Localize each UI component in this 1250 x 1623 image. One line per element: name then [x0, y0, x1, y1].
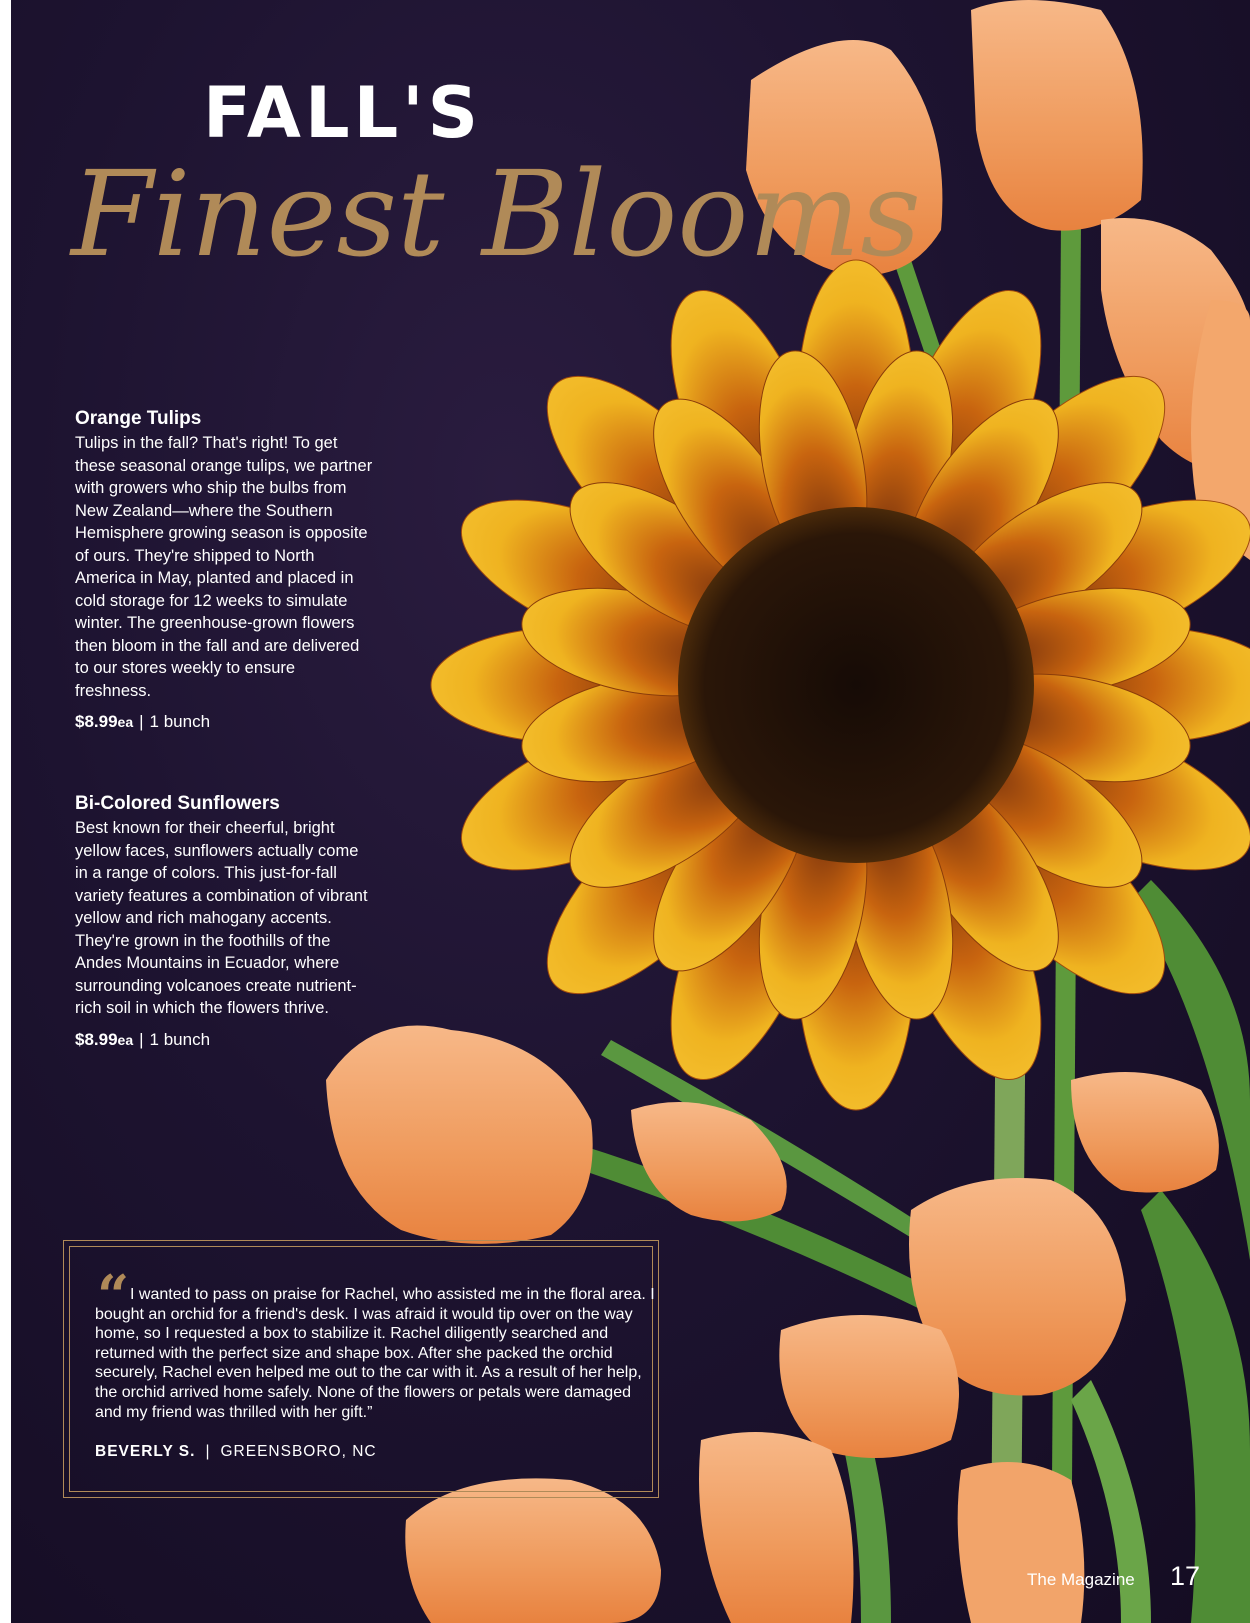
testimonial-author: BEVERLY S. — [95, 1443, 196, 1460]
product-description: Best known for their cheerful, bright yellow faces, sunflowers actually come in a range of colors. This just-for-fall variety features a combination of vibrant yellow and rich mahogany accents. They're grown in the foothills of the Andes Mountains in Ecuador, where surrounding volcanoes create nutrient-rich soil in which the flowers thrive. — [75, 819, 368, 1017]
product-orange-tulips — [75, 408, 375, 733]
sunflower — [431, 260, 1250, 1110]
product-price-line — [75, 711, 375, 733]
product-price: $8.99 — [75, 1029, 118, 1049]
product-price-unit: ea — [117, 714, 134, 730]
testimonial-location: GREENSBORO, NC — [220, 1443, 377, 1460]
product-name: Bi-Colored Sunflowers — [75, 793, 280, 814]
product-price: $8.99 — [75, 712, 118, 731]
quote-mark-icon: “ — [97, 1263, 130, 1329]
product-price-unit: ea — [117, 1031, 134, 1048]
magazine-page — [11, 0, 1250, 1623]
headline-finest-blooms: Finest Blooms — [71, 145, 921, 283]
product-price-line — [75, 1029, 375, 1051]
attribution-separator: | — [205, 1443, 211, 1460]
testimonial-text: I wanted to pass on praise for Rachel, who assisted me in the floral area. I bought an orchid for a friend's desk. I was afraid it would tip over on the way home, so I requested a box to stabilize it. Rachel diligently searched and returned with the perfect size and shape box. After she packed the orchid securely, Rachel even helped me out to the car with it. As a result of her help, the orchid arrived home safely. None of the flowers or petals were damaged and my friend was thrilled with her gift.” — [95, 1286, 655, 1421]
price-separator: | — [139, 1029, 144, 1049]
product-quantity: 1 bunch — [149, 1029, 211, 1049]
price-separator: | — [139, 712, 144, 731]
product-bi-colored-sunflowers — [75, 793, 375, 1051]
page-number: 17 — [1170, 1561, 1201, 1591]
product-quantity: 1 bunch — [149, 712, 211, 731]
product-description: Tulips in the fall? That's right! To get these seasonal orange tulips, we partner with growers who ship the bulbs from New Zealand—where the Southern Hemisphere growing season is opposite of ours. They're shipped to North America in May, planted and placed in cold storage for 12 weeks to simulate winter. The greenhouse-grown flowers then bloom in the fall and are delivered to our stores weekly to ensure freshness. — [75, 434, 373, 700]
testimonial-attribution — [95, 1443, 377, 1461]
headline-fall: FALL'S — [203, 72, 483, 154]
product-name: Orange Tulips — [75, 408, 202, 429]
footer-magazine-name: The Magazine — [1027, 1570, 1135, 1589]
